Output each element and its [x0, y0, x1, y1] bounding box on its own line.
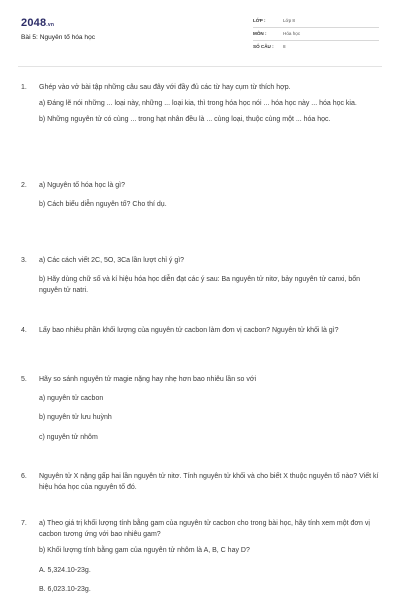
- question-number: 1.: [21, 84, 27, 91]
- question-part-c: c) nguyên tử nhôm: [39, 433, 98, 441]
- page-header: [0, 0, 400, 70]
- site-logo[interactable]: [21, 17, 54, 29]
- question-text: Hãy so sánh nguyên tử magie nặng hay nhẹ hơn bao nhiêu lần so với: [39, 376, 257, 383]
- question-number: 5.: [21, 376, 27, 383]
- meta-count-label: SỐ CÂU :: [253, 44, 274, 49]
- question-1: [21, 82, 383, 126]
- question-part-a: a) Nguyên tố hóa học là gì?: [39, 182, 126, 189]
- question-part-a: a) nguyên tử cacbon: [39, 395, 104, 403]
- meta-class-value: Lớp 8: [283, 18, 295, 23]
- logo-main: 2048: [21, 17, 47, 29]
- question-text: Ghép vào vở bài tập những câu sau đây với đầy đủ các từ hay cụm từ thích hợp.: [39, 84, 291, 91]
- question-text: Lấy bao nhiêu phần khối lượng của nguyên tử cacbon làm đơn vị cacbon? Nguyên tử khối là gì?: [39, 327, 339, 334]
- question-part-b: b) Những nguyên tử có cùng ... trong hạt nhân đều là ... cùng loại, thuộc cùng một ... hóa học.: [39, 116, 331, 124]
- meta-class-label: LỚP :: [253, 18, 266, 23]
- question-number: 2.: [21, 182, 27, 189]
- question-number: 6.: [21, 473, 27, 480]
- question-part-a: a) Theo giá trị khối lượng tính bằng gam của nguyên tử cacbon cho trong bài học, hãy tính xem một đơn vị cacbon tương ứng với bao nhiêu gam?: [39, 520, 370, 539]
- question-part-b: b) Khối lượng tính bằng gam của nguyên tử nhôm là A, B, C hay D?: [39, 547, 250, 555]
- question-number: 4.: [21, 327, 27, 334]
- question-part-a: a) Đáng lẽ nói những ... loại này, những ... loại kia, thì trong hóa học nói ... hóa học này ... hóa học kia.: [39, 100, 357, 108]
- answer-option-b: B. 6,023.10-23g.: [39, 585, 91, 593]
- question-number: 7.: [21, 520, 27, 527]
- question-part-b: b) Cách biểu diễn nguyên tố? Cho thí dụ.: [39, 201, 167, 209]
- question-text: Nguyên tử X nặng gấp hai lần nguyên tử nitơ. Tính nguyên tử khối và cho biết X thuộc nguyên tố nào? Viết kí hiệu hóa học của nguyên tố đó.: [39, 473, 379, 492]
- meta-divider: [253, 27, 379, 28]
- question-3: [21, 255, 383, 297]
- question-7: [21, 518, 383, 595]
- question-part-b: b) nguyên tử lưu huỳnh: [39, 414, 112, 422]
- question-part-b: b) Hãy dùng chữ số và kí hiệu hóa học diễn đạt các ý sau: Ba nguyên tử nitơ, bảy nguyên tử canxi, bốn nguyên tử natri.: [39, 276, 361, 295]
- question-4: [21, 325, 383, 336]
- meta-subject-value: Hóa học: [283, 31, 301, 36]
- meta-subject-label: MÔN :: [253, 31, 267, 36]
- question-5: [21, 374, 383, 443]
- meta-divider: [253, 40, 379, 41]
- question-2: [21, 180, 383, 210]
- question-number: 3.: [21, 257, 27, 264]
- header-divider: [18, 66, 382, 67]
- answer-option-a: A. 5,324.10-23g.: [39, 566, 91, 574]
- lesson-title: Bài 5: Nguyên tố hóa học: [21, 34, 96, 41]
- question-6: [21, 471, 383, 493]
- question-part-a: a) Các cách viết 2C, 5O, 3Ca lần lượt chỉ ý gì?: [39, 257, 185, 264]
- meta-count-value: 8: [283, 44, 286, 49]
- logo-suffix: .vn: [46, 22, 55, 28]
